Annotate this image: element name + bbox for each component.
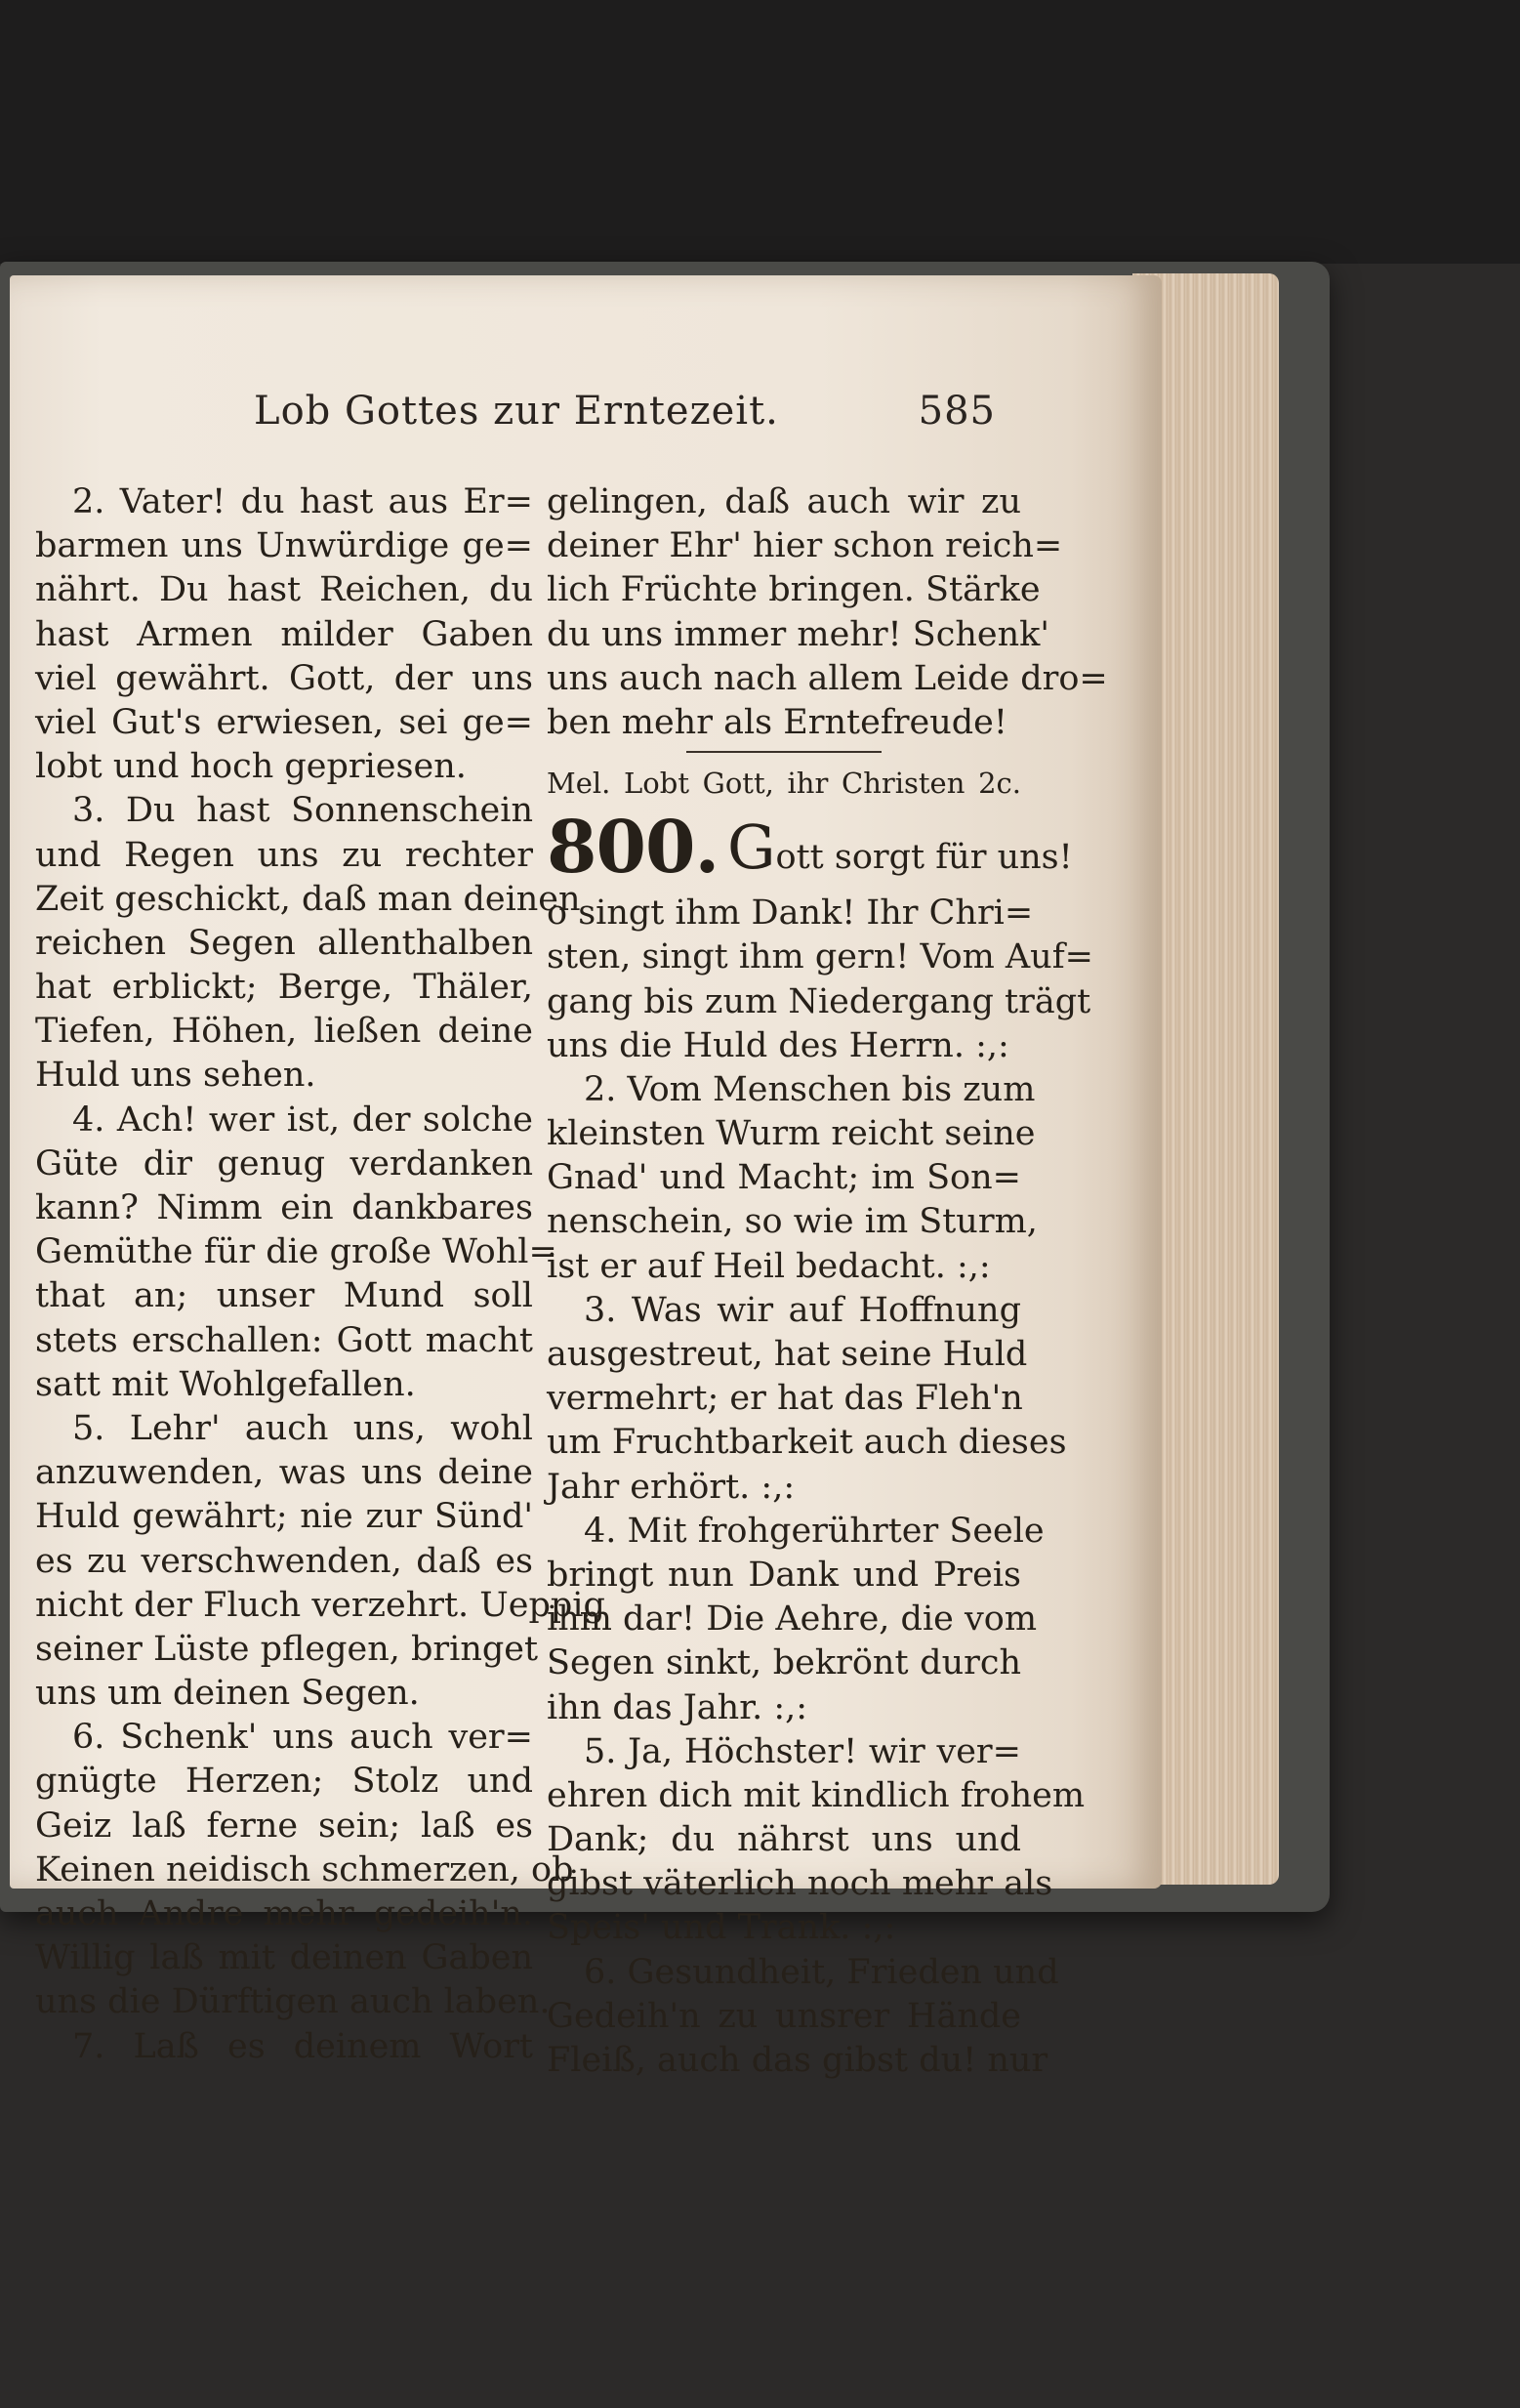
- text-line: deiner Ehr' hier schon reich=: [547, 526, 1063, 566]
- text-line: nenschein, so wie im Sturm,: [547, 1202, 1038, 1242]
- text-line: nicht der Fluch verzehrt. Ueppig: [35, 1585, 605, 1625]
- text-line: stets erschallen: Gott macht: [35, 1320, 533, 1360]
- text-line: ausgestreut, hat seine Huld: [547, 1335, 1028, 1374]
- text-line: vermehrt; er hat das Fleh'n: [547, 1379, 1023, 1419]
- text-line: ben mehr als Erntefreude!: [547, 702, 1007, 742]
- text-line: Zeit geschickt, daß man deinen: [35, 879, 581, 919]
- text-line: 2. Vater! du hast aus Er=: [72, 482, 533, 521]
- running-head: [254, 389, 996, 447]
- text-line: ihn das Jahr. :,:: [547, 1687, 808, 1727]
- text-line: kleinsten Wurm reicht seine: [547, 1114, 1036, 1154]
- text-line: hat erblickt; Berge, Thäler,: [35, 968, 533, 1008]
- hymn-first-line: [727, 811, 1073, 884]
- text-line: gnügte Herzen; Stolz und: [35, 1762, 533, 1802]
- text-line: uns die Huld des Herrn. :,:: [547, 1025, 1009, 1065]
- text-line: Gedeih'n zu unsrer Hände: [547, 1996, 1021, 2036]
- text-line: es zu verschwenden, daß es: [35, 1541, 533, 1581]
- text-line: lobt und hoch gepriesen.: [35, 747, 467, 787]
- text-line: uns auch nach allem Leide dro=: [547, 658, 1108, 698]
- text-line: 6. Gesundheit, Frieden und: [584, 1952, 1059, 1992]
- text-line: uns die Dürftigen auch laben.: [35, 1982, 551, 2022]
- text-line: Güte dir genug verdanken: [35, 1143, 533, 1183]
- text-line: barmen uns Unwürdige ge=: [35, 526, 533, 566]
- text-line: uns um deinen Segen.: [35, 1674, 420, 1714]
- section-divider: [686, 751, 882, 753]
- text-line: gang bis zum Niedergang trägt: [547, 981, 1091, 1021]
- text-line: 7. Laß es deinem Wort: [72, 2026, 533, 2066]
- page-number: 585: [918, 389, 996, 434]
- text-line: 5. Ja, Höchster! wir ver=: [584, 1731, 1021, 1771]
- text-line: Huld gewährt; nie zur Sünd': [35, 1497, 533, 1537]
- hymn-number: 800.: [547, 806, 719, 891]
- text-line: 2. Vom Menschen bis zum: [584, 1069, 1036, 1109]
- text-line: Segen sinkt, bekrönt durch: [547, 1643, 1021, 1683]
- text-line: sten, singt ihm gern! Vom Auf=: [547, 937, 1093, 977]
- text-line: viel gewährt. Gott, der uns: [35, 658, 533, 698]
- text-line: seiner Lüste pflegen, bringet: [35, 1629, 539, 1669]
- text-line: Gemüthe für die große Wohl=: [35, 1232, 557, 1272]
- text-line: ihm dar! Die Aehre, die vom: [547, 1599, 1038, 1640]
- text-line: o singt ihm Dank! Ihr Chri=: [547, 893, 1034, 934]
- drop-initial: G: [727, 811, 776, 884]
- text-line: hast Armen milder Gaben: [35, 614, 533, 654]
- text-line: 6. Schenk' uns auch ver=: [72, 1718, 533, 1758]
- text-line: und Regen uns zu rechter: [35, 835, 533, 875]
- first-line-text: ott sorgt für uns!: [775, 838, 1073, 878]
- text-line: du uns immer mehr! Schenk': [547, 614, 1049, 654]
- text-line: kann? Nimm ein dankbares: [35, 1188, 533, 1227]
- page-title: Lob Gottes zur Erntezeit.: [254, 389, 779, 434]
- text-line: Gnad' und Macht; im Son=: [547, 1158, 1021, 1198]
- text-line: Geiz laß ferne sein; laß es: [35, 1806, 533, 1846]
- text-line: Speis' und Trank. :,:: [547, 1908, 896, 1948]
- text-line: um Fruchtbarkeit auch dieses: [547, 1423, 1067, 1463]
- text-line: 3. Du hast Sonnenschein: [72, 791, 533, 831]
- text-line: 4. Ach! wer ist, der solche: [72, 1100, 533, 1140]
- text-line: lich Früchte bringen. Stärke: [547, 570, 1041, 610]
- melody-indication: Mel. Lobt Gott, ihr Christen 2c.: [547, 767, 1021, 801]
- text-line: 5. Lehr' auch uns, wohl: [72, 1408, 533, 1448]
- text-line: 4. Mit frohgerührter Seele: [584, 1511, 1045, 1551]
- text-line: nährt. Du hast Reichen, du: [35, 570, 533, 610]
- dark-backdrop: [0, 0, 1520, 264]
- text-line: ehren dich mit kindlich frohem: [547, 1775, 1086, 1815]
- text-line: Jahr erhört. :,:: [547, 1467, 796, 1507]
- text-line: Willig laß mit deinen Gaben: [35, 1938, 533, 1978]
- text-line: gibst väterlich noch mehr als: [547, 1864, 1053, 1904]
- text-line: reichen Segen allenthalben: [35, 923, 533, 963]
- text-line: gelingen, daß auch wir zu: [547, 482, 1021, 521]
- text-line: viel Gut's erwiesen, sei ge=: [35, 702, 533, 742]
- text-line: bringt nun Dank und Preis: [547, 1555, 1021, 1595]
- text-line: satt mit Wohlgefallen.: [35, 1364, 416, 1404]
- text-line: Keinen neidisch schmerzen, ob: [35, 1849, 574, 1889]
- text-line: ist er auf Heil bedacht. :,:: [547, 1246, 991, 1286]
- text-line: auch Andre mehr gedeih'n.: [35, 1894, 533, 1933]
- text-line: Tiefen, Höhen, ließen deine: [35, 1012, 533, 1052]
- hymn-heading: [547, 804, 1073, 892]
- right-column: [547, 480, 1108, 2083]
- text-line: Dank; du nährst uns und: [547, 1820, 1021, 1860]
- text-line: anzuwenden, was uns deine: [35, 1453, 533, 1493]
- text-line: 3. Was wir auf Hoffnung: [584, 1290, 1021, 1330]
- text-line: that an; unser Mund soll: [35, 1276, 533, 1316]
- text-line: Fleiß, auch das gibst du! nur: [547, 2041, 1048, 2080]
- text-line: Huld uns sehen.: [35, 1056, 316, 1096]
- left-column: [35, 480, 605, 2069]
